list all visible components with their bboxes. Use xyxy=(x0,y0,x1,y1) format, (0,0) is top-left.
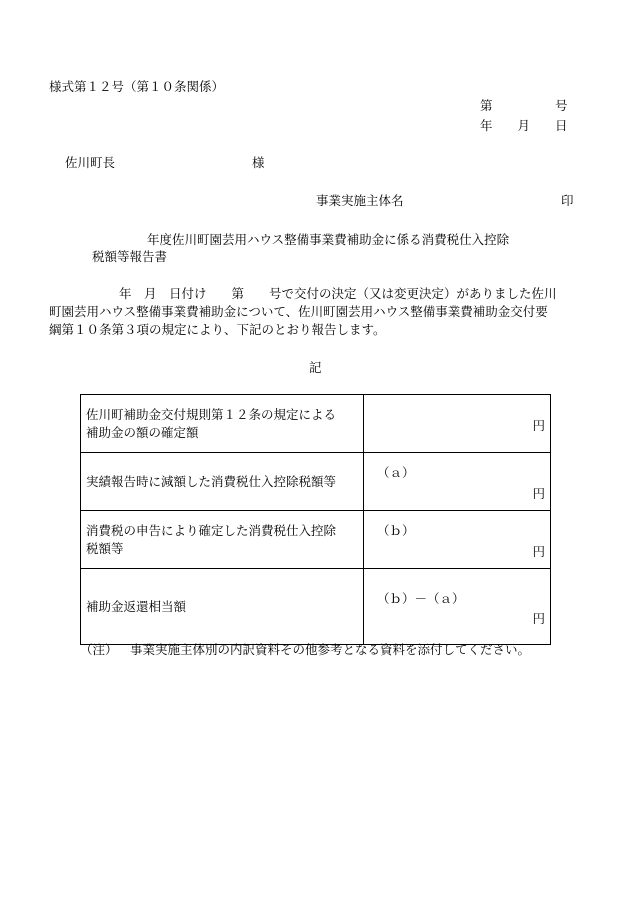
amount-cell xyxy=(364,453,551,511)
table-row xyxy=(81,453,551,511)
applicant-label: 事業実施主体名 xyxy=(316,193,404,208)
yen-unit: 円 xyxy=(532,486,545,501)
amount-cell xyxy=(364,395,551,453)
report-title: 年度佐川町園芸用ハウス整備事業費補助金に係る消費税仕入控除 xyxy=(147,232,510,247)
addressee-honorific: 様 xyxy=(252,155,265,170)
table-row xyxy=(81,511,551,569)
note-text: 事業実施主体別の内訳資料その他参考となる資料を添付してください。 xyxy=(130,642,531,657)
addressee-name: 佐川町長 xyxy=(65,155,116,170)
amount-code: （ｂ）－（ａ） xyxy=(377,591,465,606)
report-title-continued: 税額等報告書 xyxy=(92,249,168,264)
note-prefix: （注） xyxy=(80,642,118,657)
body-line: 町園芸用ハウス整備事業費補助金について、佐川町園芸用ハウス整備事業費補助金交付要 xyxy=(49,304,548,319)
yen-unit: 円 xyxy=(532,544,545,559)
row-label-cell xyxy=(81,395,364,453)
amount-cell xyxy=(364,511,551,569)
report-table xyxy=(80,394,551,645)
form-label: 様式第１２号（第１０条関係） xyxy=(49,79,225,94)
row-label: 佐川町補助金交付規則第１２条の規定による xyxy=(86,406,337,422)
amount-code: （ｂ） xyxy=(377,523,415,538)
document-number: 第 号 xyxy=(480,98,568,113)
yen-unit: 円 xyxy=(532,611,545,626)
body-line: 年 月 日付け 第 号で交付の決定（又は変更決定）がありました佐川 xyxy=(119,286,557,301)
row-label: 税額等 xyxy=(86,540,124,556)
amount-code: （ａ） xyxy=(377,465,415,480)
seal-mark: 印 xyxy=(561,193,574,208)
table-row xyxy=(81,569,551,645)
row-label: 補助金返還相当額 xyxy=(86,598,187,614)
row-label-cell xyxy=(81,453,364,511)
row-label: 補助金の額の確定額 xyxy=(86,424,199,440)
yen-unit: 円 xyxy=(532,418,545,433)
body-paragraph xyxy=(49,285,584,339)
table-row xyxy=(81,395,551,453)
document-date: 年 月 日 xyxy=(480,118,568,133)
row-label: 消費税の申告により確定した消費税仕入控除 xyxy=(86,522,337,538)
row-label: 実績報告時に減額した消費税仕入控除税額等 xyxy=(86,473,337,489)
row-label-cell xyxy=(81,569,364,645)
body-line: 綱第１０条第３項の規定により、下記のとおり報告します。 xyxy=(49,322,386,337)
ki-heading: 記 xyxy=(309,360,322,375)
row-label-cell xyxy=(81,511,364,569)
amount-cell xyxy=(364,569,551,645)
